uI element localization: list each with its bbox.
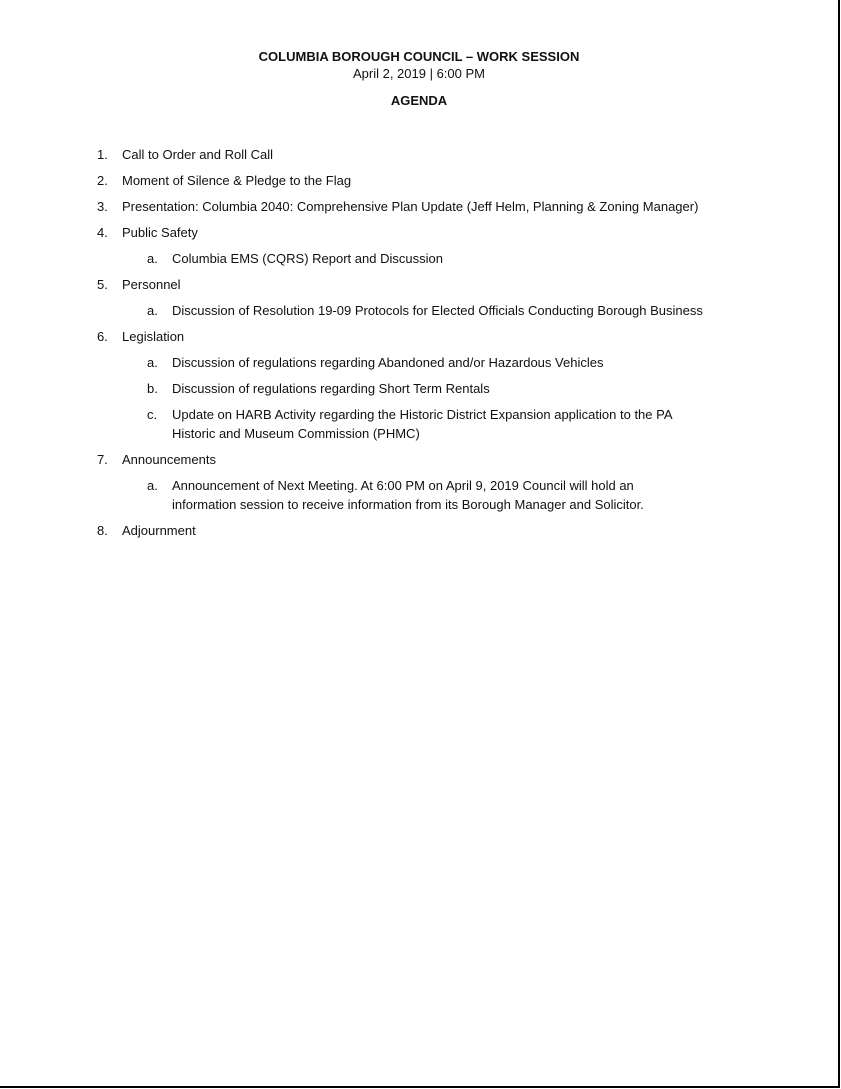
agenda-list [97,145,797,547]
subitem-text: Discussion of Resolution 19-09 Protocols for Elected Officials Conducting Borough Business [172,303,703,318]
subitem-text-line-1: Update on HARB Activity regarding the Historic District Expansion application to the PA [172,407,673,422]
subitem-text-line-1: Announcement of Next Meeting. At 6:00 PM on April 9, 2019 Council will hold an [172,478,634,493]
item-text: Moment of Silence & Pledge to the Flag [122,173,352,188]
subitem-letter: b. [147,381,158,396]
subitem-text-line-2: information session to receive information from its Borough Manager and Solicitor. [172,497,644,512]
item-number: 7. [97,452,108,467]
agenda-subitem-5a [97,301,797,320]
subitem-text: Columbia EMS (CQRS) Report and Discussion [172,251,443,266]
subitem-letter: a. [147,303,158,318]
agenda-header [0,48,838,109]
document-title: COLUMBIA BOROUGH COUNCIL – WORK SESSION [258,49,580,64]
agenda-subitem-6b [97,379,797,398]
item-number: 6. [97,329,108,344]
subitem-letter: a. [147,251,158,266]
item-text: Public Safety [122,225,198,240]
agenda-subitem-7a [97,476,797,514]
subitem-letter: a. [147,355,158,370]
subitem-letter: c. [147,407,158,422]
agenda-item-3 [97,197,797,216]
item-text: Presentation: Columbia 2040: Comprehensive Plan Update (Jeff Helm, Planning & Zoning Manager) [122,199,699,214]
item-text: Adjournment [122,523,196,538]
item-number: 1. [97,147,108,162]
item-number: 8. [97,523,108,538]
agenda-item-6 [97,327,797,346]
agenda-item-7 [97,450,797,469]
item-number: 3. [97,199,108,214]
item-text: Announcements [122,452,216,467]
agenda-item-1 [97,145,797,164]
item-text: Personnel [122,277,181,292]
subitem-letter: a. [147,478,158,493]
subitem-text: Discussion of regulations regarding Short Term Rentals [172,381,490,396]
agenda-subitem-6a [97,353,797,372]
agenda-item-8 [97,521,797,540]
subitem-text: Discussion of regulations regarding Abandoned and/or Hazardous Vehicles [172,355,604,370]
subitem-text-line-2: Historic and Museum Commission (PHMC) [172,426,420,441]
item-number: 4. [97,225,108,240]
agenda-item-5 [97,275,797,294]
agenda-item-2 [97,171,797,190]
item-text: Call to Order and Roll Call [122,147,274,162]
item-text: Legislation [122,329,185,344]
agenda-heading: AGENDA [390,93,448,108]
agenda-item-4 [97,223,797,242]
item-number: 5. [97,277,108,292]
item-number: 2. [97,173,108,188]
meeting-date-time: April 2, 2019 | 6:00 PM [352,66,485,81]
agenda-subitem-6c [97,405,797,443]
agenda-subitem-4a [97,249,797,268]
